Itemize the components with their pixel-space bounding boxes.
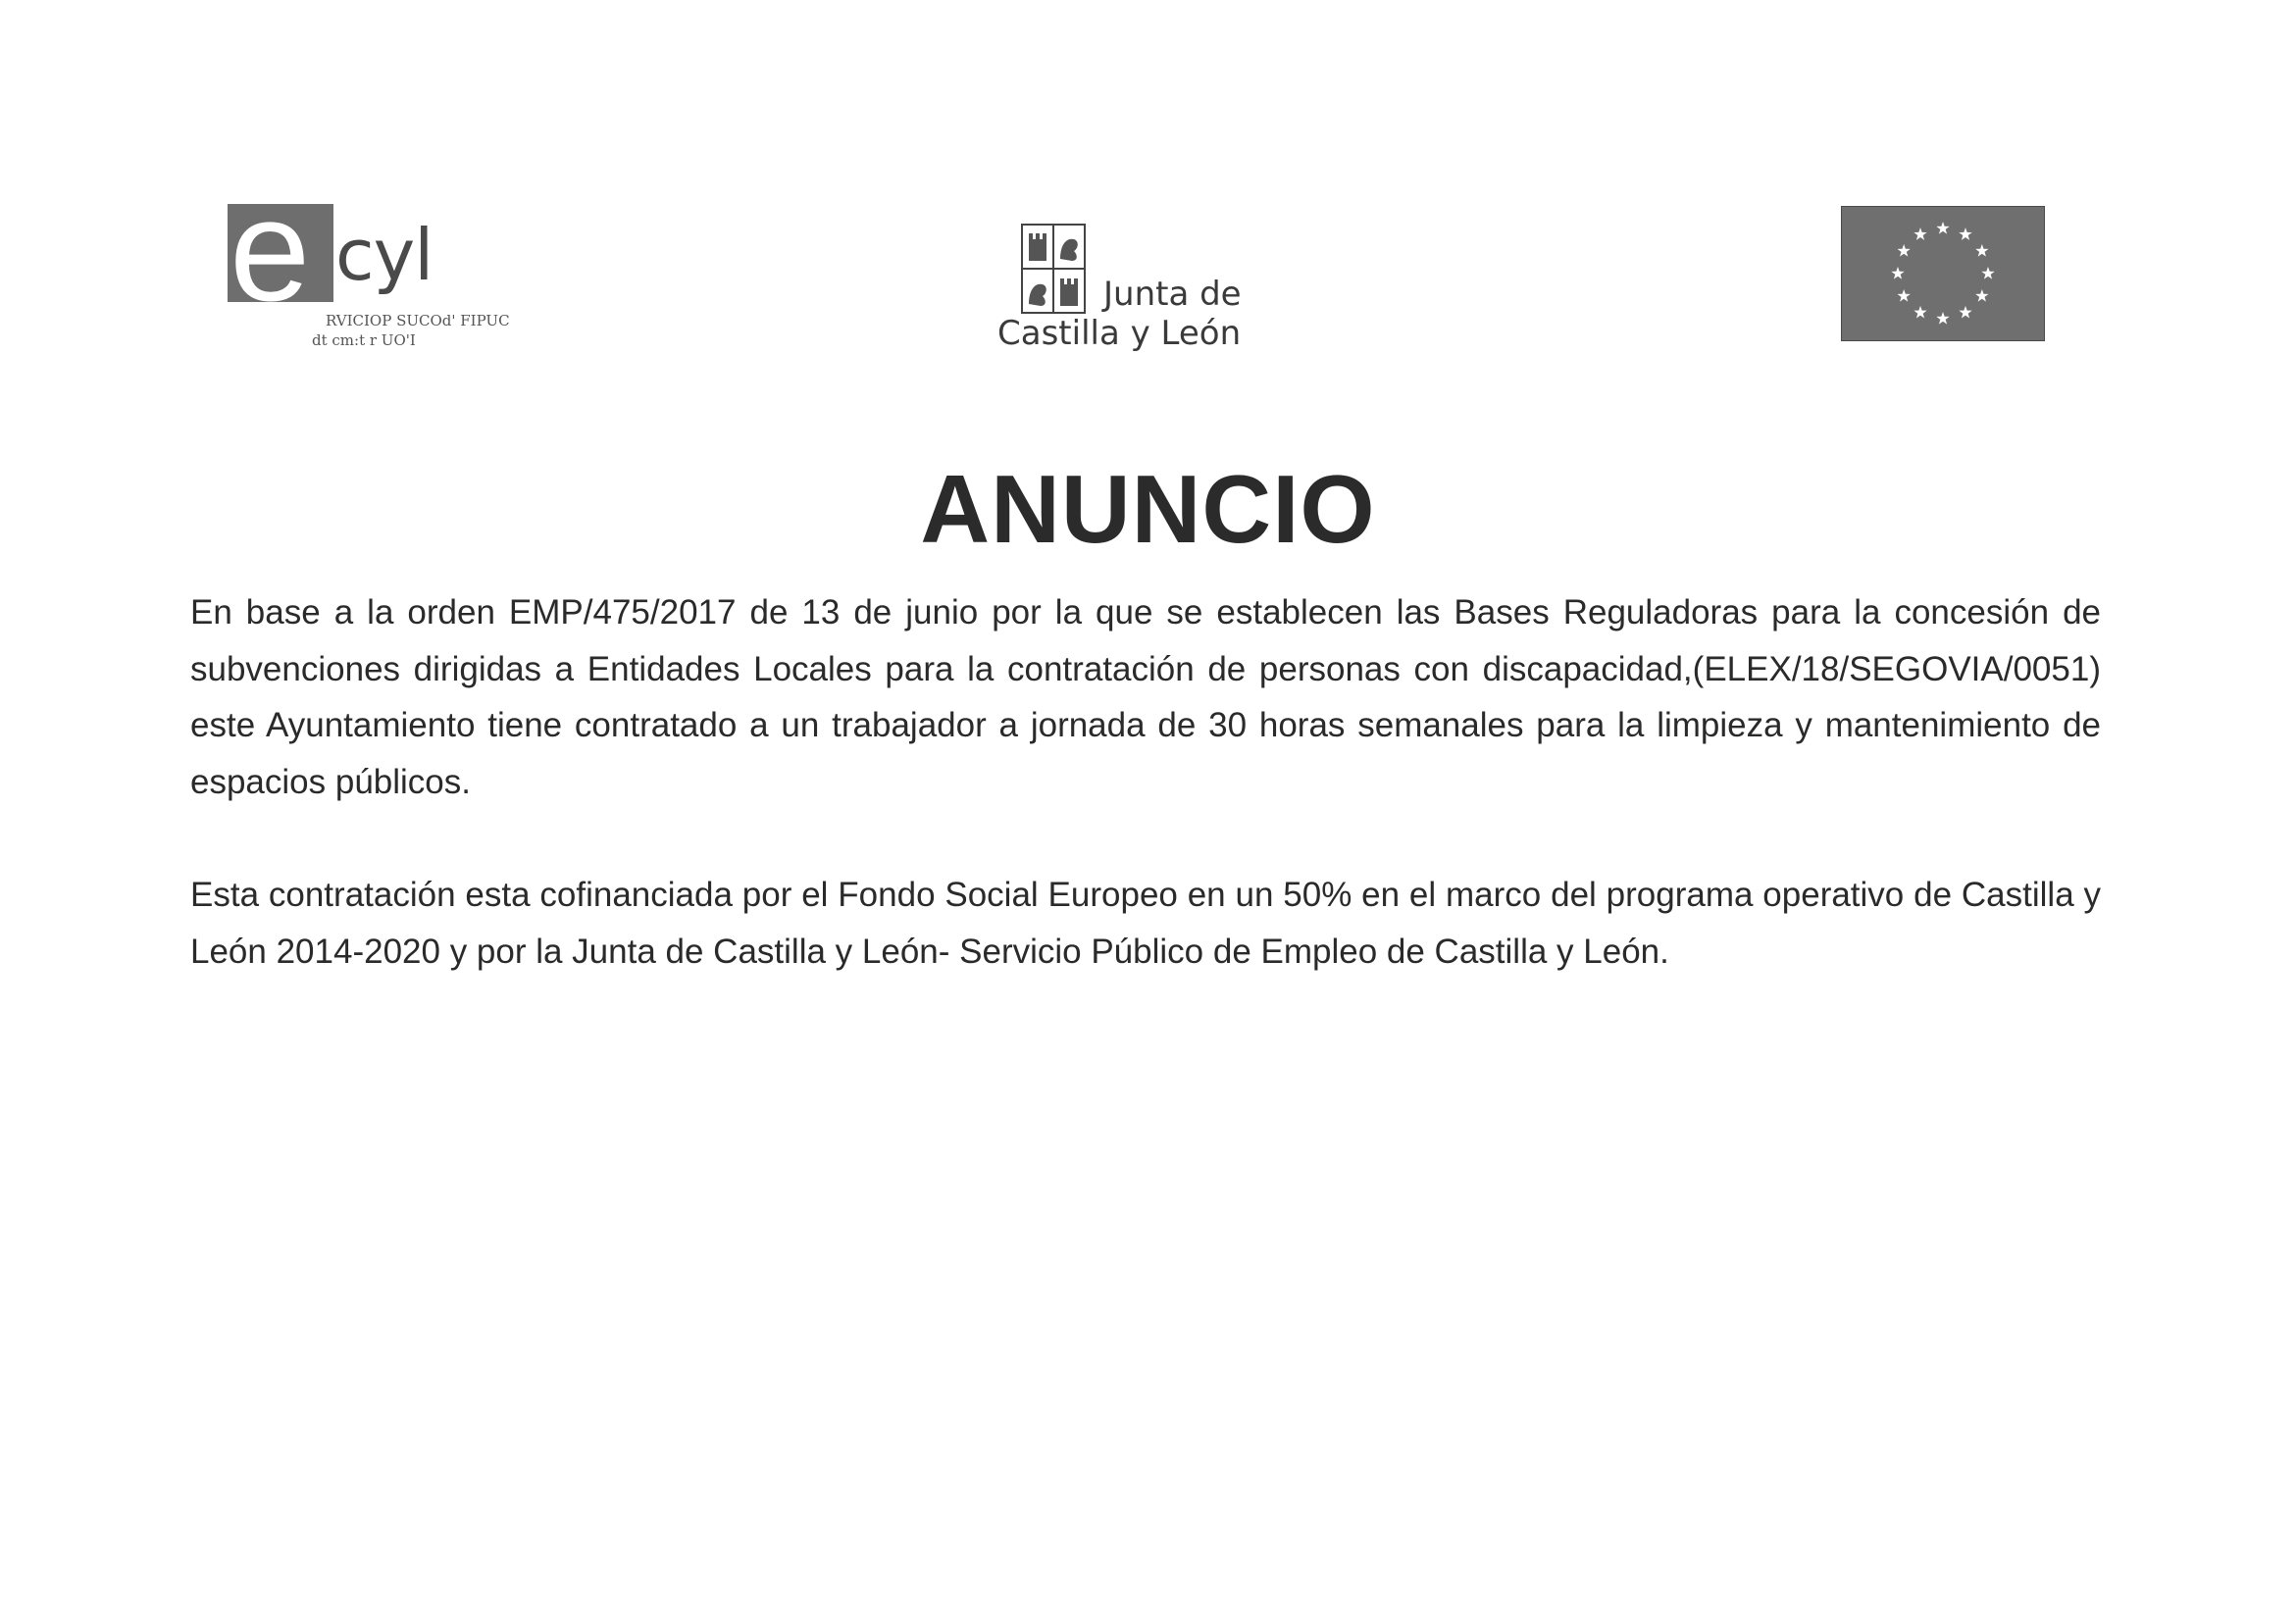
ecyl-mark-letter: e bbox=[230, 170, 311, 331]
ecyl-subline-1: RVICIOP SUCOd' FIPUC bbox=[326, 312, 510, 329]
eu-flag-icon bbox=[1841, 206, 2045, 341]
announcement-paragraph-2: Esta contratación esta cofinanciada por el Fondo Social Europeo en un 50% en el marco del programa operativo de Castilla y León 2014-2020 y por la Junta de Castilla y León- Servicio Público de Empleo de Castilla y León. bbox=[190, 876, 2101, 971]
junta-logo-line-1: Junta de bbox=[1103, 275, 1242, 314]
page-title: ANUNCIO bbox=[920, 455, 1376, 563]
junta-logo bbox=[997, 224, 1272, 361]
ecyl-wordmark: cyl bbox=[335, 214, 434, 296]
ecyl-mark bbox=[228, 170, 333, 331]
coat-of-arms-icon bbox=[1021, 224, 1086, 314]
ecyl-subline-2: dt cm:t r UO'I bbox=[312, 331, 416, 349]
ecyl-logo bbox=[228, 170, 510, 351]
announcement-paragraph-1: En base a la orden EMP/475/2017 de 13 de junio por la que se establecen las Bases Reguladoras para la concesión de subvenciones dirigidas a Entidades Locales para la contratación de personas con discapacidad,(ELEX/18/SEGOVIA/0051) este Ayuntamiento tiene contratado a un trabajador a jornada de 30 horas semanales para la limpieza y mantenimiento de espacios públicos. bbox=[190, 593, 2101, 801]
junta-logo-line-2: Castilla y León bbox=[997, 314, 1242, 353]
